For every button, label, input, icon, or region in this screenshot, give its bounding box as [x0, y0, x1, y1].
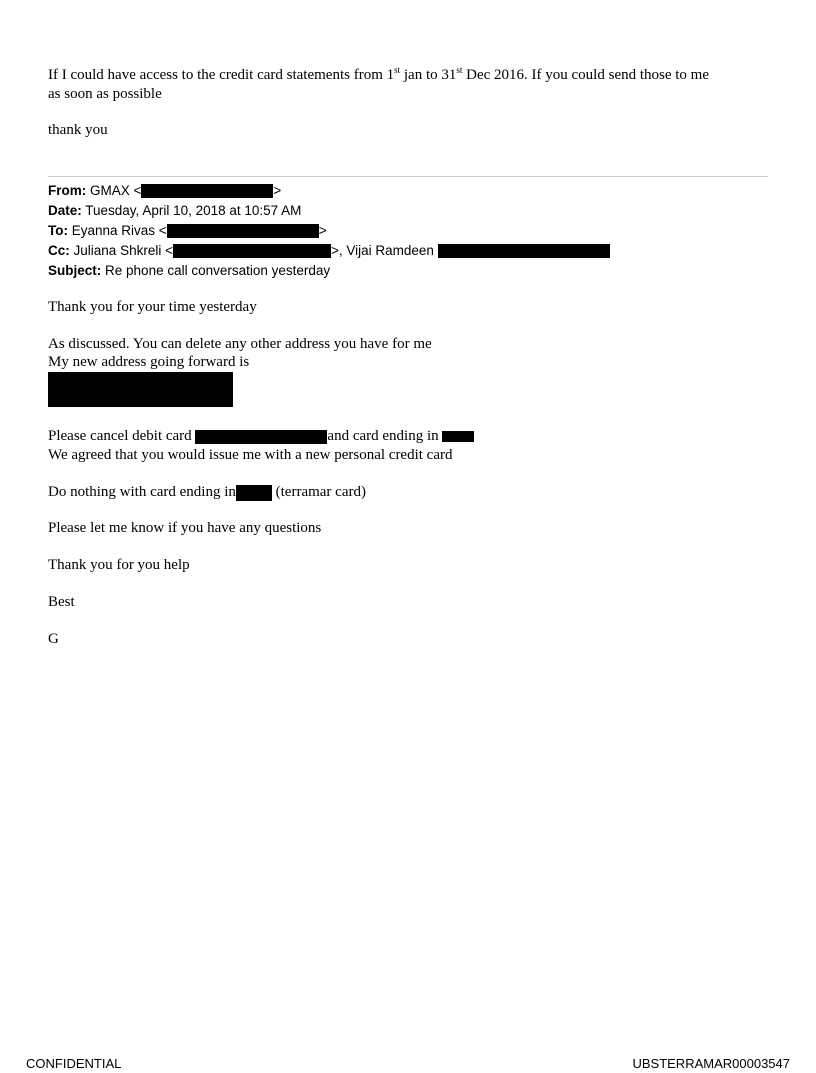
request-line-2: as soon as possible: [48, 86, 162, 102]
body-para-6: Thank you for you help: [48, 557, 190, 573]
request-text-a: If I could have access to the credit card statements from 1: [48, 67, 395, 83]
bates-number: UBSTERRAMAR00003547: [632, 1056, 790, 1071]
redaction-block: [167, 224, 319, 238]
cancel-text: Please cancel debit card: [48, 428, 192, 444]
address-redaction-block: [48, 372, 233, 407]
subject-label: Subject:: [48, 263, 102, 278]
body-sign-off: Best: [48, 594, 75, 610]
confidential-label: CONFIDENTIAL: [26, 1056, 122, 1071]
header-date: [48, 201, 301, 220]
body-para-1: Thank you for your time yesterday: [48, 299, 257, 315]
request-text-c: Dec 2016. If you could send those to me: [462, 67, 710, 83]
body-para-3-line-2: We agreed that you would issue me with a new personal credit card: [48, 447, 453, 463]
to-end: >: [318, 223, 327, 238]
redaction-block: [195, 430, 327, 444]
card-ending-text: and card ending in: [327, 428, 439, 444]
from-value: GMAX <: [90, 183, 142, 198]
terramar-card-text: (terramar card): [271, 484, 366, 500]
date-label: Date:: [48, 203, 82, 218]
subject-value: Re phone call conversation yesterday: [105, 263, 331, 278]
redaction-block: [173, 244, 331, 258]
cc-mid: >, Vijai Ramdeen: [330, 243, 434, 258]
date-value: Tuesday, April 10, 2018 at 10:57 AM: [85, 203, 302, 218]
body-signature: G: [48, 631, 59, 647]
from-end: >: [273, 183, 282, 198]
body-para-4: [48, 483, 366, 502]
redaction-block: [442, 431, 474, 442]
request-line-1: [48, 66, 709, 85]
from-label: From:: [48, 183, 87, 198]
to-label: To:: [48, 223, 68, 238]
body-para-3-line-1: [48, 427, 474, 446]
redaction-block: [236, 485, 272, 501]
cc-label: Cc:: [48, 243, 70, 258]
header-from: [48, 181, 281, 200]
cc-value: Juliana Shkreli <: [73, 243, 173, 258]
header-cc: [48, 241, 610, 260]
ordinal-suffix: st: [456, 65, 463, 75]
do-nothing-text: Do nothing with card ending in: [48, 484, 236, 500]
request-closing: thank you: [48, 122, 108, 138]
body-para-2-line-1: As discussed. You can delete any other address you have for me: [48, 336, 432, 352]
header-subject: [48, 261, 330, 280]
body-para-5: Please let me know if you have any questions: [48, 520, 322, 536]
ordinal-suffix: st: [394, 65, 401, 75]
header-to: [48, 221, 327, 240]
to-value: Eyanna Rivas <: [71, 223, 167, 238]
request-text-b: jan to 31: [400, 67, 457, 83]
redaction-block: [141, 184, 273, 198]
message-divider: [48, 176, 768, 177]
body-para-2-line-2: My new address going forward is: [48, 354, 250, 370]
redaction-block: [438, 244, 610, 258]
